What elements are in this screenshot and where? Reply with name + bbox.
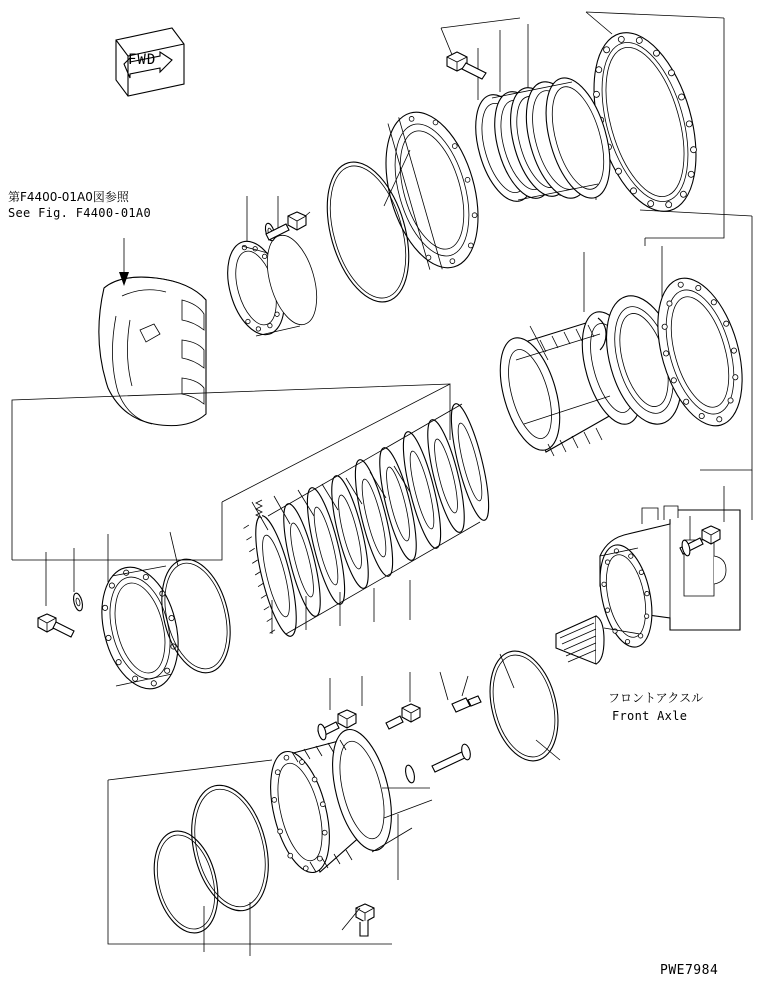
front-axle-label-en: Front Axle <box>612 709 688 723</box>
axle-splined-shaft <box>556 616 604 664</box>
front-axle-label-jp: フロントアクスル <box>608 691 704 705</box>
leader-top-bracket <box>586 12 724 18</box>
washer-left-lower <box>72 592 84 611</box>
fwd-label: FWD <box>128 52 157 68</box>
bolt-top <box>447 52 486 79</box>
drawing-number: PWE7984 <box>660 963 719 978</box>
reference-note-jp: 第F4400-01A0図参照 <box>8 190 129 204</box>
clutch-disc-stack <box>12 384 496 641</box>
plug-bottom <box>452 696 481 712</box>
reference-note-en: See Fig. F4400-01A0 <box>8 206 151 220</box>
bolt-bottom-2 <box>386 704 420 729</box>
leader-top-bracket-2 <box>441 18 520 28</box>
planet-carrier-bottom <box>259 724 402 879</box>
o-ring-bottom-left <box>180 777 281 919</box>
brake-housing <box>99 277 206 426</box>
bolt-left-lower <box>38 614 74 637</box>
washer-bottom-1 <box>317 723 328 740</box>
o-ring-bottom-right <box>479 644 568 768</box>
pin-bottom <box>404 743 472 783</box>
nut-bottom <box>356 904 374 936</box>
seal-ring-bottom-left <box>144 824 227 939</box>
brake-cover-left-lower <box>90 552 241 697</box>
